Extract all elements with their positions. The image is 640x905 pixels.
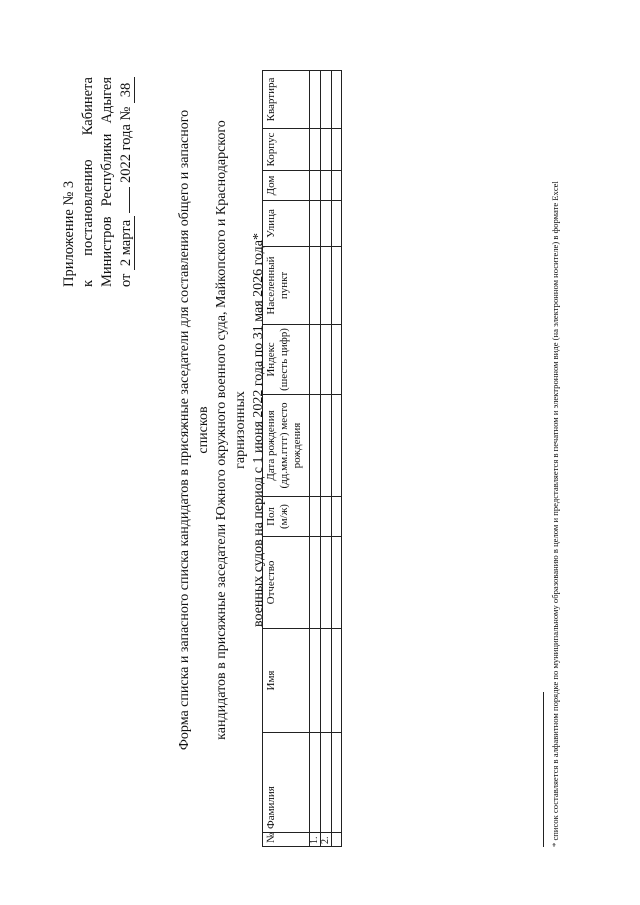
decree-date: 2 марта [119, 216, 135, 270]
appendix-number: Приложение № 3 [61, 180, 77, 287]
table-cell[interactable] [310, 247, 321, 325]
decree-number: 38 [119, 77, 135, 103]
table-cell[interactable] [321, 733, 332, 833]
header-building: Корпус [263, 129, 310, 171]
appendix-date-line [117, 216, 136, 287]
table-row [310, 71, 321, 847]
appendix-ministers: Министров [99, 216, 115, 287]
date-year-underline [129, 187, 130, 213]
table-cell[interactable] [332, 629, 342, 733]
table-cell[interactable] [310, 71, 321, 129]
row-number: 2. [321, 833, 332, 847]
table-cell[interactable] [332, 71, 342, 129]
table-cell[interactable] [321, 497, 332, 537]
appendix-decree: постановлению [80, 159, 96, 256]
table-cell[interactable] [321, 201, 332, 247]
title-line-1: Форма списка и запасного списка кандидатов в присяжные заседатели для составления общего и запасного списков [177, 109, 211, 751]
header-locality: Населенный пункт [263, 247, 310, 325]
table-cell[interactable] [310, 537, 321, 629]
header-number: № [263, 833, 310, 847]
appendix-line-3 [98, 77, 117, 287]
footnote-separator [543, 692, 544, 847]
header-apartment: Квартира [263, 71, 310, 129]
table-cell[interactable] [332, 129, 342, 171]
header-birth: Дата рождения (дд.мм.гггг) место рождения [263, 395, 310, 497]
document-title [176, 105, 269, 755]
table-cell[interactable] [332, 171, 342, 201]
appendix-republic: Республики [99, 133, 115, 207]
row-number: 1. [310, 833, 321, 847]
appendix-to: к [80, 279, 96, 287]
appendix-cabinet: Кабинета [80, 77, 96, 136]
table-cell[interactable] [332, 395, 342, 497]
table-cell[interactable] [332, 537, 342, 629]
title-line-3: военных судов на период с 1 июня 2022 года по 31 мая 2026 года* [251, 233, 266, 627]
header-street: Улица [263, 201, 310, 247]
table-cell[interactable] [321, 325, 332, 395]
table-cell[interactable] [310, 497, 321, 537]
table-cell[interactable] [332, 247, 342, 325]
table-row [321, 71, 332, 847]
table-cell[interactable] [321, 71, 332, 129]
table-cell[interactable] [332, 201, 342, 247]
header-name: Имя [263, 629, 310, 733]
appendix-year: 2022 года № [118, 106, 134, 183]
appendix-line-4 [117, 77, 136, 287]
appendix-block [60, 77, 136, 287]
title-line-2: кандидатов в присяжные заседатели Южного окружного военного суда, Майкопского и Краснодарского гарнизонных [214, 120, 248, 740]
header-house: Дом [263, 171, 310, 201]
candidates-form-table [262, 70, 342, 847]
table-cell[interactable] [321, 537, 332, 629]
table-cell[interactable] [310, 629, 321, 733]
table-cell[interactable] [310, 325, 321, 395]
appendix-year-line [117, 77, 136, 213]
table-cell[interactable] [332, 497, 342, 537]
table-cell[interactable] [332, 833, 342, 847]
appendix-line-2 [79, 77, 98, 287]
table-cell[interactable] [321, 629, 332, 733]
table-header-row [263, 71, 310, 847]
table-cell[interactable] [310, 395, 321, 497]
header-patronymic: Отчество [263, 537, 310, 629]
appendix-adygea: Адыгея [99, 77, 115, 124]
table-row [332, 71, 342, 847]
table-cell[interactable] [321, 129, 332, 171]
appendix-from: от [118, 273, 134, 287]
table-cell[interactable] [332, 325, 342, 395]
header-index: Индекс (шесть цифр) [263, 325, 310, 395]
table-cell[interactable] [332, 733, 342, 833]
table-cell[interactable] [321, 395, 332, 497]
table-cell[interactable] [321, 171, 332, 201]
table-cell[interactable] [310, 201, 321, 247]
header-surname: Фамилия [263, 733, 310, 833]
table-cell[interactable] [310, 171, 321, 201]
footnote: * список составляется в алфавитном порядке по муниципальному образованию в целом и представляется в печатном и электронном виде (на электронном носителе) в формате Excel [550, 181, 560, 847]
appendix-line-1 [60, 77, 79, 287]
table-cell[interactable] [310, 129, 321, 171]
table-cell[interactable] [321, 247, 332, 325]
table-cell[interactable] [310, 733, 321, 833]
header-sex: Пол (м/ж) [263, 497, 310, 537]
